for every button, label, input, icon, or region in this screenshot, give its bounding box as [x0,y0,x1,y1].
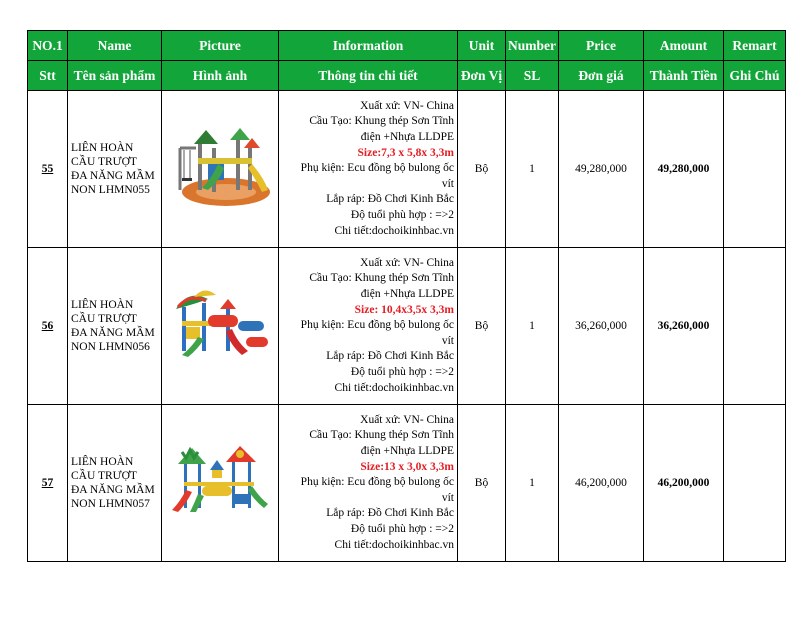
table-row [28,248,786,405]
col-amount: Amount [644,31,724,61]
playground-set-1-icon [168,128,272,210]
product-picture [162,405,279,562]
product-picture [162,91,279,248]
product-name: LIÊN HOÀN CẦU TRƯỢT ĐA NĂNG MẦM NON LHMN055 [68,91,162,248]
table-row [28,91,786,248]
product-info: Xuất xứ: VN- China Cầu Tạo: Khung thép Sơn Tĩnh điện +Nhựa LLDPE Size:13 x 3,0x 3,3m Phụ kiện: Ecu đồng bộ bulong ốc vít Lắp ráp: Đồ Chơi Kinh Bắc Độ tuổi phù hợp : =>2 Chi tiết:dochoikinhbac.vn [279,405,458,562]
qty-cell: 1 [506,405,559,562]
col-thanh-tien: Thành Tiền [644,61,724,91]
product-info: Xuất xứ: VN- China Cầu Tạo: Khung thép Sơn Tĩnh điện +Nhựa LLDPE Size:7,3 x 5,8x 3,3m Phụ kiện: Ecu đồng bộ bulong ốc vít Lắp ráp: Đồ Chơi Kinh Bắc Độ tuổi phù hợp : =>2 Chi tiết:dochoikinhbac.vn [279,91,458,248]
qty-cell: 1 [506,248,559,405]
unit-cell: Bộ [458,405,506,562]
remark-cell [724,405,786,562]
row-number[interactable]: 56 [28,248,68,405]
size-text: Size:13 x 3,0x 3,3m [360,460,454,473]
col-picture: Picture [162,31,279,61]
col-stt: Stt [28,61,68,91]
col-hinh-anh: Hình ảnh [162,61,279,91]
unit-cell: Bộ [458,91,506,248]
col-unit: Unit [458,31,506,61]
col-sl: SL [506,61,559,91]
row-number[interactable]: 55 [28,91,68,248]
amount-cell: 36,260,000 [644,248,724,405]
table-row [28,405,786,562]
col-information: Information [279,31,458,61]
size-text: Size: 10,4x3,5x 3,3m [354,303,454,316]
product-name: LIÊN HOÀN CẦU TRƯỢT ĐA NĂNG MẦM NON LHMN056 [68,248,162,405]
header-row-english [28,31,786,61]
col-thong-tin: Thông tin chi tiết [279,61,458,91]
price-cell: 46,200,000 [559,405,644,562]
product-picture [162,248,279,405]
playground-set-3-icon [168,442,272,524]
col-number: Number [506,31,559,61]
qty-cell: 1 [506,91,559,248]
amount-cell: 46,200,000 [644,405,724,562]
product-info: Xuất xứ: VN- China Cầu Tạo: Khung thép Sơn Tĩnh điện +Nhựa LLDPE Size: 10,4x3,5x 3,3m Phụ kiện: Ecu đồng bộ bulong ốc vít Lắp ráp: Đồ Chơi Kinh Bắc Độ tuổi phù hợp : =>2 Chi tiết:dochoikinhbac.vn [279,248,458,405]
col-don-vi: Đơn Vị [458,61,506,91]
price-cell: 36,260,000 [559,248,644,405]
col-remark: Remart [724,31,786,61]
remark-cell [724,248,786,405]
product-name: LIÊN HOÀN CẦU TRƯỢT ĐA NĂNG MẦM NON LHMN057 [68,405,162,562]
playground-set-2-icon [168,285,272,367]
price-cell: 49,280,000 [559,91,644,248]
col-name: Name [68,31,162,61]
quotation-table [27,30,786,562]
col-no: NO.1 [28,31,68,61]
row-number[interactable]: 57 [28,405,68,562]
col-don-gia: Đơn giá [559,61,644,91]
col-ten-san-pham: Tên sản phẩm [68,61,162,91]
size-text: Size:7,3 x 5,8x 3,3m [357,146,454,159]
remark-cell [724,91,786,248]
unit-cell: Bộ [458,248,506,405]
col-ghi-chu: Ghi Chú [724,61,786,91]
header-row-vietnamese [28,61,786,91]
col-price: Price [559,31,644,61]
amount-cell: 49,280,000 [644,91,724,248]
